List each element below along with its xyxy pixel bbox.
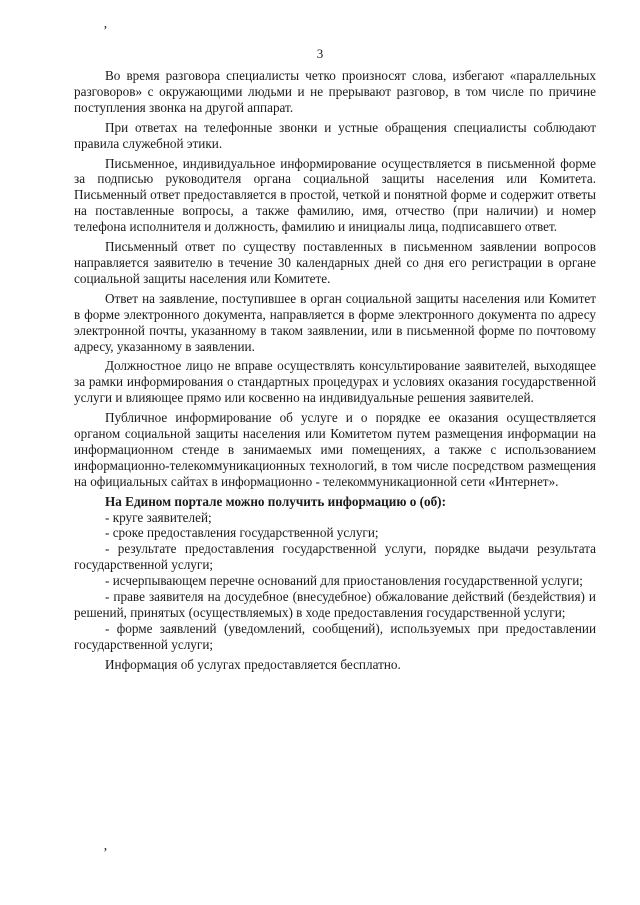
scan-mark-top: ’ — [103, 24, 108, 39]
document-body — [74, 68, 596, 677]
list-item: - сроке предоставления государственной услуги; — [105, 525, 379, 541]
list-item: - праве заявителя на досудебное (внесудебное) обжалование действий (бездействия) и решений, принятых (осуществляемых) в ходе предоставления государственной услуги; — [74, 589, 596, 620]
scan-mark-bottom: ’ — [103, 846, 108, 861]
paragraph-free-information: Информация об услугах предоставляется бесплатно. — [105, 656, 401, 672]
paragraph-conversation-rules: Во время разговора специалисты четко произносят слова, избегают «параллельных разговоров» с окружающими людьми и не прерывают разговор, в том числе по причине поступления звонка на другой аппарат. — [74, 68, 596, 115]
paragraph-consulting-limits: Должностное лицо не вправе осуществлять консультирование заявителей, выходящее за рамки информирования о стандартных процедурах и условиях оказания государственной услуги и влияющее прямо или косвенно на индивидуальные решения заявителей. — [74, 358, 596, 406]
portal-heading: На Едином портале можно получить информацию о (об): — [105, 493, 446, 509]
paragraph-public-informing: Публичное информирование об услуге и о порядке ее оказания осуществляется органом социальной защиты населения или Комитетом путем размещения информации на информационном стенде в занимаемых ими помещениях, а также с использованием информационно-телекоммуникационных технологий, в том числе посредством размещения на официальных сайтах в информационно - телекоммуникационной сети «Интернет». — [74, 410, 596, 489]
page-number: 3 — [316, 46, 324, 61]
paragraph-written-answer-deadline: Письменный ответ по существу поставленных в письменном заявлении вопросов направляется заявителю в течение 30 календарных дней со дня его регистрации в органе социальной защиты населения или Комитете. — [74, 239, 596, 286]
list-item: - форме заявлений (уведомлений, сообщений), используемых при предоставлении государственной услуги; — [74, 620, 596, 652]
list-item: - исчерпывающем перечне оснований для приостановления государственной услуги; — [105, 573, 583, 589]
paragraph-service-ethics: При ответах на телефонные звонки и устные обращения специалисты соблюдают правила служебной этики. — [74, 119, 596, 151]
list-item: - результате предоставления государственной услуги, порядке выдачи результата государственной услуги; — [74, 541, 596, 573]
paragraph-written-informing: Письменное, индивидуальное информирование осуществляется в письменной форме за подписью руководителя органа социальной защиты населения или Комитета. Письменный ответ предоставляется в простой, четкой и понятной форме и содержит ответы на поставленные вопросы, а также фамилию, имя, отчество (при наличии) и номер телефона исполнителя и должность, фамилию и инициалы лица, подписавшего ответ. — [74, 155, 596, 235]
paragraph-electronic-answer: Ответ на заявление, поступившее в орган социальной защиты населения или Комитет в форме электронного документа, направляется в форме электронного документа по адресу электронной почты, указанному в таком заявлении, или в письменной форме по почтовому адресу, указанному в заявлении. — [74, 290, 596, 354]
list-item: - круге заявителей; — [105, 509, 212, 525]
